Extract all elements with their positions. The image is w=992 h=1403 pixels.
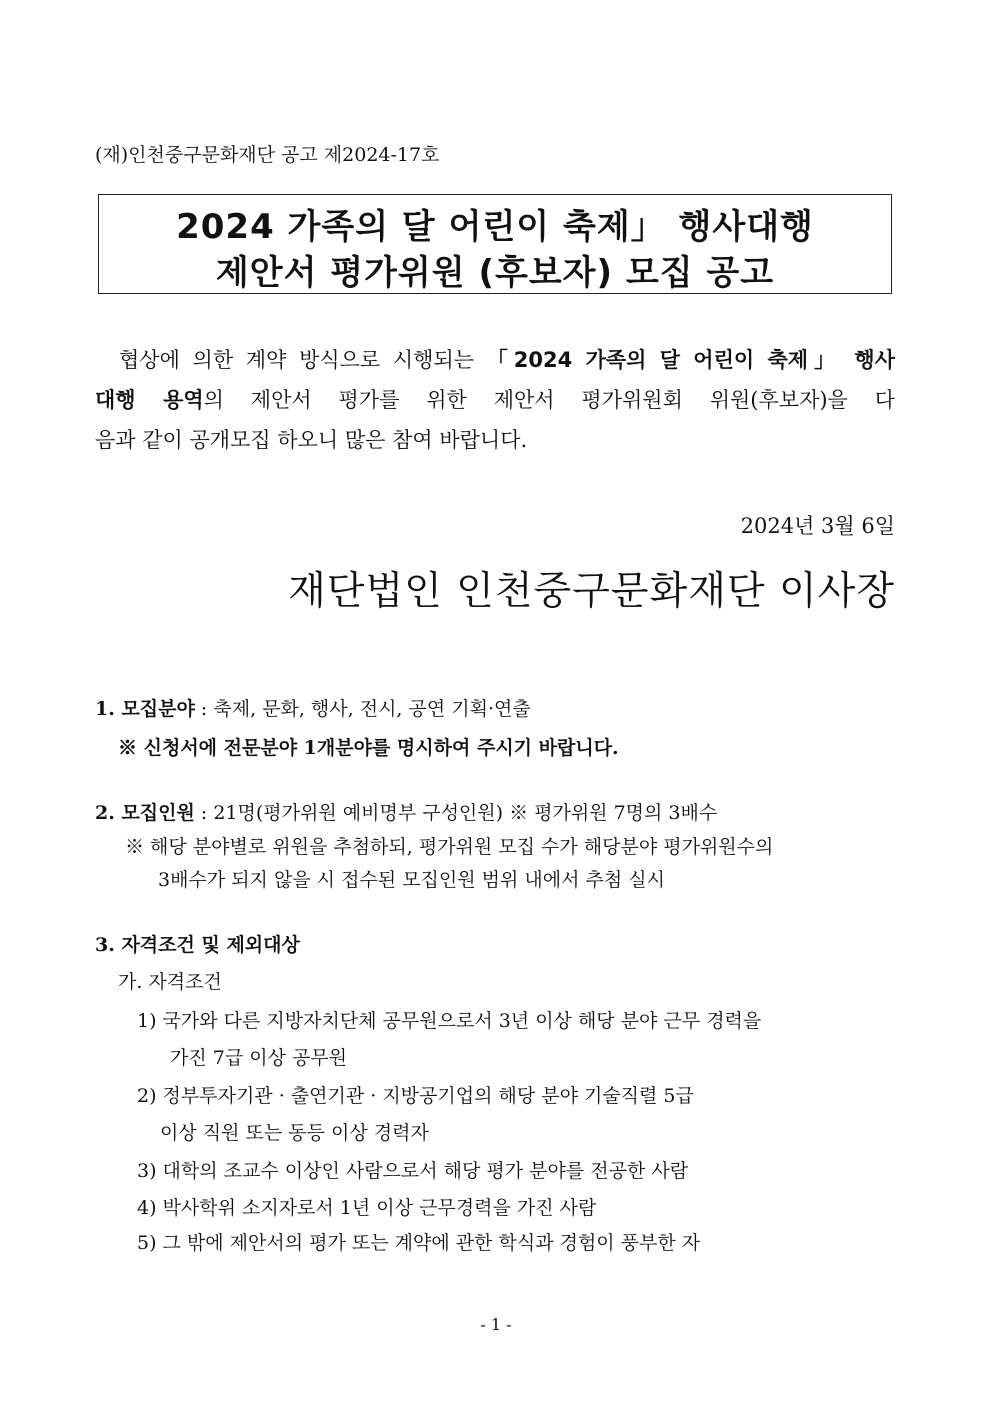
document-number: (재)인천중구문화재단 공고 제2024-17호 — [95, 144, 440, 166]
intro-text: 의 제안서 평가를 위한 제안서 평가위원회 위원(후보자)을 다 — [203, 388, 895, 412]
list-item: 3) 대학의 조교수 이상인 사람으로서 해당 평가 분야를 전공한 사람 — [137, 1160, 689, 1182]
section-1-label: 1. 모집분야 — [95, 698, 195, 720]
section-2-text: : 21명(평가위원 예비명부 구성인원) ※ 평가위원 7명의 3배수 — [194, 802, 718, 824]
title-line-2: 제안서 평가위원 (후보자) 모집 공고 — [215, 253, 775, 293]
intro-project-name: 「2024 가족의 달 어린이 축제」 행사 — [486, 348, 895, 372]
section-3-sub: 가. 자격조건 — [118, 971, 222, 993]
list-item: 4) 박사학위 소지자로서 1년 이상 근무경력을 가진 사람 — [137, 1197, 597, 1219]
list-item: 이상 직원 또는 동등 이상 경력자 — [160, 1122, 429, 1144]
section-3-label: 3. 자격조건 및 제외대상 — [95, 934, 300, 956]
section-2-note-1: ※ 해당 분야별로 위원을 추첨하되, 평가위원 모집 수가 해당분야 평가위원수의 — [125, 836, 774, 858]
list-item: 2) 정부투자기관 · 출연기관 · 지방공기업의 해당 분야 기술직렬 5급 — [137, 1085, 694, 1107]
list-item: 1) 국가와 다른 지방자치단체 공무원으로서 3년 이상 해당 분야 근무 경력을 — [137, 1010, 762, 1032]
intro-text: 협상에 의한 계약 방식으로 시행되는 — [119, 348, 487, 372]
issuer-name: 재단법인 인천중구문화재단 이사장 — [288, 569, 895, 614]
intro-service-name: 대행 용역 — [95, 388, 204, 412]
section-1-text: : 축제, 문화, 행사, 전시, 공연 기획·연출 — [194, 698, 531, 720]
page-number: - 1 - — [480, 1315, 512, 1334]
list-item: 가진 7급 이상 공무원 — [170, 1047, 348, 1069]
section-2-label: 2. 모집인원 — [95, 802, 195, 824]
section-2-line — [95, 798, 717, 825]
section-1-line — [95, 694, 531, 721]
section-2-note-2: 3배수가 되지 않을 시 접수된 모집인원 범위 내에서 추첨 실시 — [158, 869, 665, 891]
title-line-1: 2024 가족의 달 어린이 축제」 행사대행 — [176, 207, 814, 247]
announcement-date: 2024년 3월 6일 — [740, 514, 895, 538]
section-1-note: ※ 신청서에 전문분야 1개분야를 명시하여 주시기 바랍니다. — [118, 737, 619, 759]
title-box — [98, 194, 892, 294]
list-item: 5) 그 밖에 제안서의 평가 또는 계약에 관한 학식과 경험이 풍부한 자 — [137, 1232, 701, 1254]
intro-text: 음과 같이 공개모집 하오니 많은 참여 바랍니다. — [95, 428, 528, 452]
intro-paragraph — [95, 340, 895, 460]
